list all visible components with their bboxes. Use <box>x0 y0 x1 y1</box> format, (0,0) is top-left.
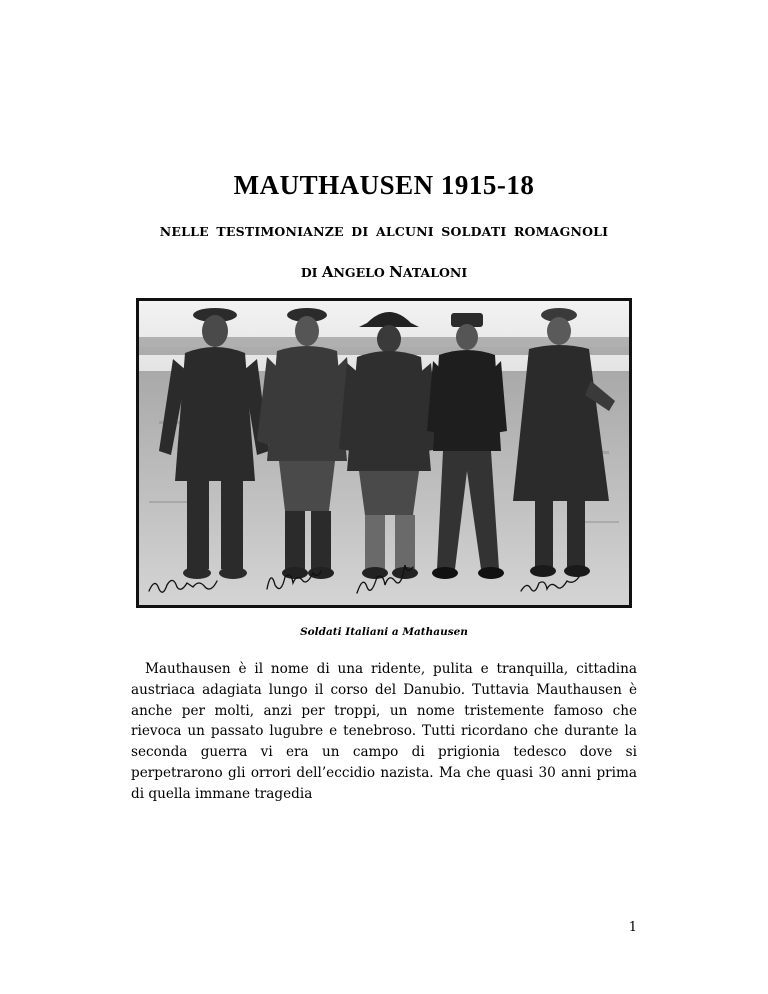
author-line <box>0 263 768 281</box>
author-first-initial: A <box>321 263 334 281</box>
historic-group-photo <box>136 298 632 608</box>
author-first-rest: NGELO <box>333 265 385 280</box>
author-last-initial: N <box>389 263 403 281</box>
photo-illustration <box>139 301 629 605</box>
document-subtitle: NELLE TESTIMONIANZE DI ALCUNI SOLDATI ROMAGNOLI <box>159 224 609 239</box>
photo-caption: Soldati Italiani a Mathausen <box>300 626 468 638</box>
page-number: 1 <box>628 920 637 935</box>
author-prefix: DI <box>300 265 318 280</box>
body-paragraph: Mauthausen è il nome di una ridente, pulita e tranquilla, cittadina austriaca adagiata lungo il corso del Danubio. Tuttavia Mauthausen è anche per molti, anzi per troppi, un nome tristemente famoso che rievoca un passato lugubre e tenebroso. Tutti ricordano che durante la seconda guerra vi era un campo di prigionia tedesco dove si perpetrarono gli orrori dell’eccidio nazista. Ma che quasi 30 anni prima di quella immane tragedia <box>131 661 637 802</box>
author-last-name <box>389 265 467 280</box>
author-first-name <box>322 265 385 280</box>
author-last-rest: ATALONI <box>402 265 468 280</box>
document-title: MAUTHAUSEN 1915-18 <box>233 170 535 200</box>
